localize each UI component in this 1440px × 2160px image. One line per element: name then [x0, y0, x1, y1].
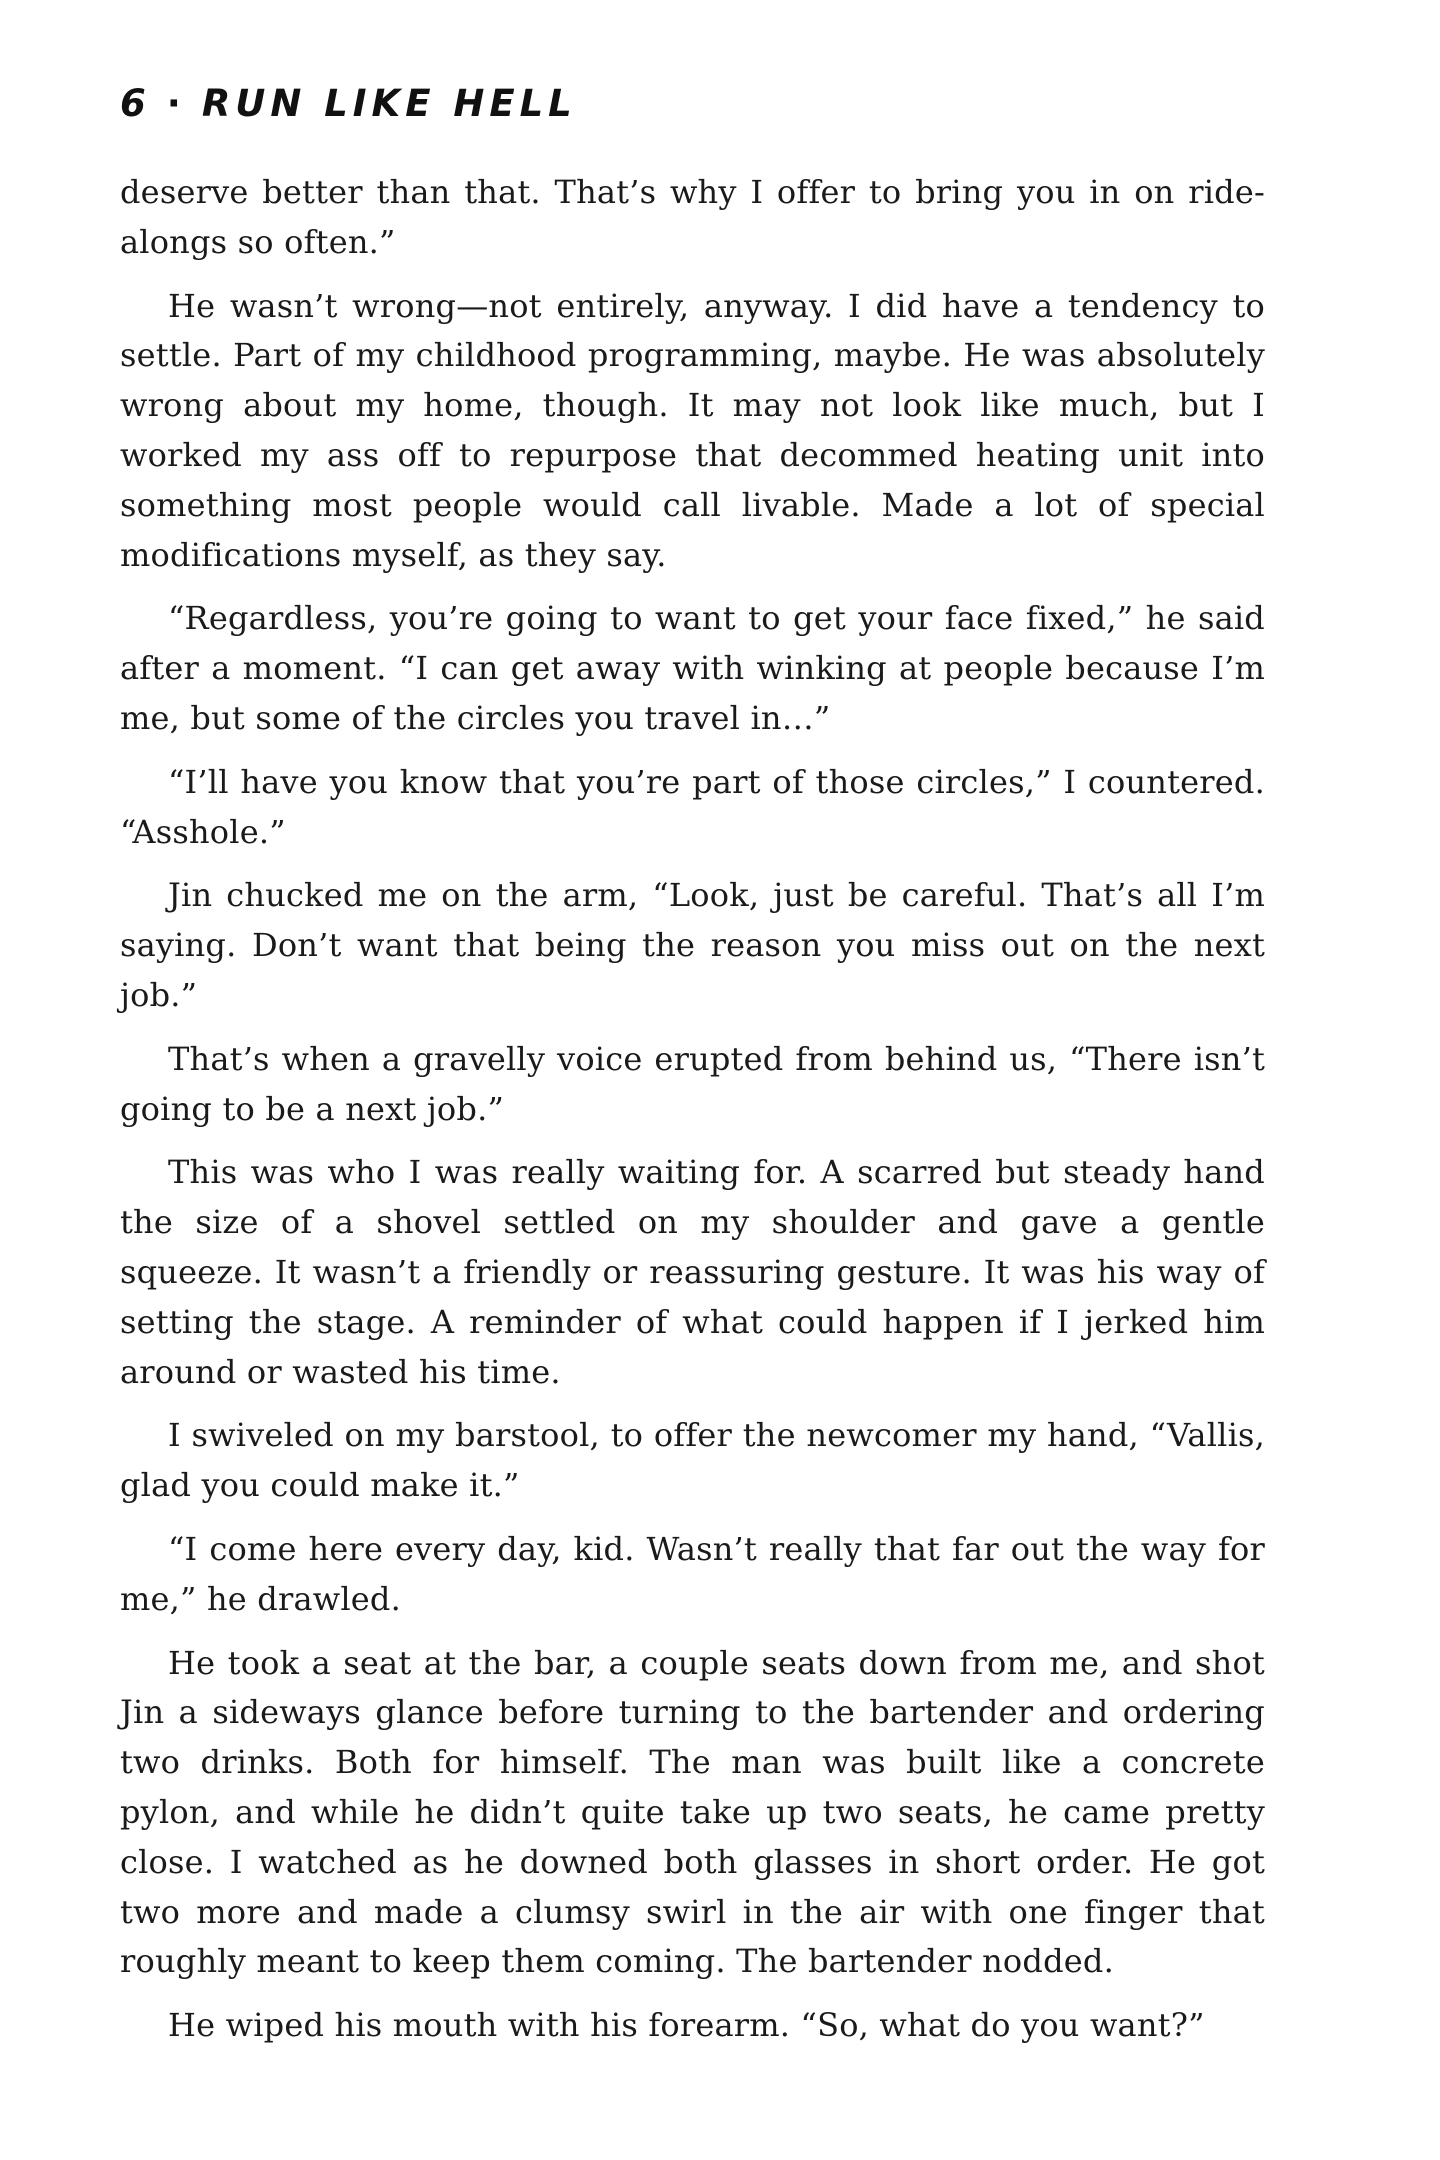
page-number: 6 [120, 82, 151, 125]
body-text [120, 168, 1265, 2065]
paragraph: “Regardless, you’re going to want to get your face fixed,” he said after a moment. “I can get away with winking at people because I’m me, but some of the circles you travel in…” [120, 599, 1265, 737]
paragraph: He wiped his mouth with his forearm. “So, what do you want?” [168, 2006, 1205, 2045]
paragraph: That’s when a gravelly voice erupted from behind us, “There isn’t going to be a next job.” [120, 1039, 1265, 1128]
paragraph: He took a seat at the bar, a couple seats down from me, and shot Jin a sideways glance before turning to the bartender and ordering two drinks. Both for himself. The man was built like a concrete pylon, and while he didn’t quite take up two seats, he came pretty close. I watched as he downed both glasses in short order. He got two more and made a clumsy swirl in the air with one finger that roughly meant to keep them coming. The bartender nodded. [120, 1643, 1265, 1981]
paragraph: “I come here every day, kid. Wasn’t really that far out the way for me,” he drawled. [120, 1529, 1265, 1618]
running-head [120, 82, 577, 125]
paragraph: I swiveled on my barstool, to offer the newcomer my hand, “Vallis, glad you could make it.” [120, 1416, 1265, 1505]
book-page [120, 0, 1265, 2160]
paragraph: Jin chucked me on the arm, “Look, just be careful. That’s all I’m saying. Don’t want that being the reason you miss out on the next job.” [120, 876, 1265, 1014]
paragraph: “I’ll have you know that you’re part of those circles,” I countered. “Asshole.” [120, 762, 1265, 851]
book-title: RUN LIKE HELL [201, 82, 577, 125]
paragraph: This was who I was really waiting for. A scarred but steady hand the size of a shovel settled on my shoulder and gave a gentle squeeze. It wasn’t a friendly or reassuring gesture. It was his way of setting the stage. A reminder of what could happen if I jerked him around or wasted his time. [120, 1153, 1265, 1391]
paragraph: He wasn’t wrong—not entirely, anyway. I did have a tendency to settle. Part of my childhood programming, maybe. He was absolutely wrong about my home, though. It may not look like much, but I worked my ass off to repurpose that decommed heating unit into something most people would call livable. Made a lot of special modifications myself, as they say. [120, 286, 1265, 574]
paragraph: deserve better than that. That’s why I offer to bring you in on ride-alongs so often.” [120, 173, 1265, 261]
header-separator: · [166, 82, 186, 125]
